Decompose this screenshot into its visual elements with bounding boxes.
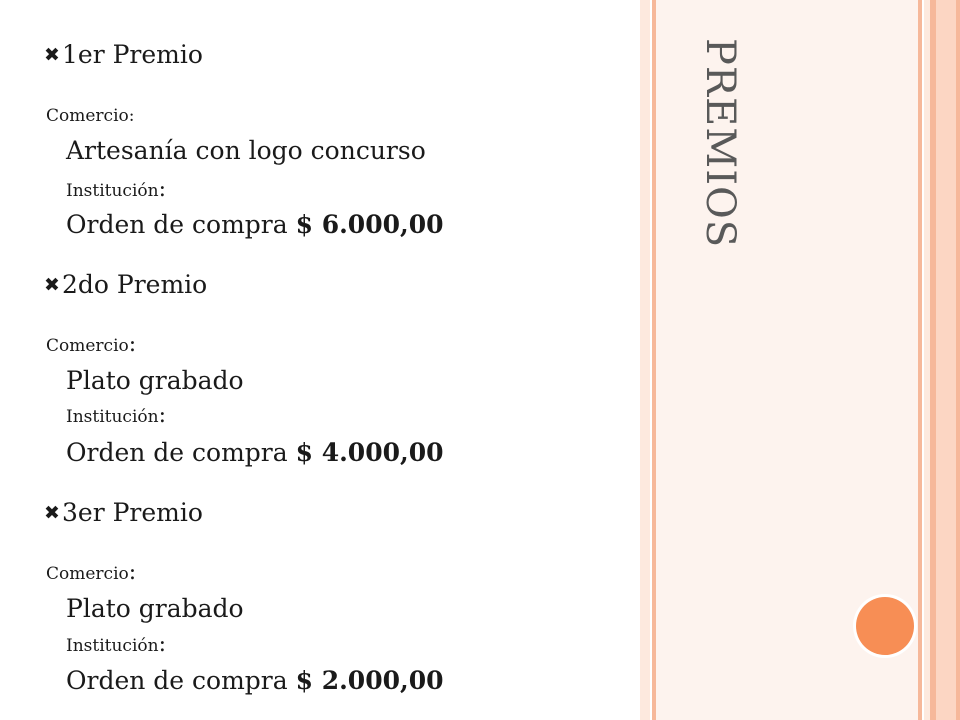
prize-amount: $ 6.000,00: [295, 210, 444, 239]
institution-label-text: Institución: [66, 181, 159, 201]
commerce-value-3: Plato grabado: [66, 594, 244, 623]
institution-label-2: [66, 403, 166, 428]
institution-label-3: [66, 632, 166, 657]
x-mark-icon: ✖: [44, 274, 60, 296]
decor-band: [640, 0, 650, 720]
commerce-label-text: Comercio: [46, 106, 129, 126]
institution-value-1: [66, 210, 444, 239]
institution-value-3: [66, 666, 444, 695]
commerce-label-2: [46, 332, 136, 357]
slide-title: PREMIOS: [697, 38, 743, 249]
x-mark-icon: ✖: [44, 44, 60, 66]
institution-colon: :: [158, 177, 167, 202]
commerce-colon: :: [128, 106, 135, 126]
institution-colon: :: [158, 632, 167, 657]
prize-heading-2: [44, 270, 207, 299]
prize-heading-1: [44, 40, 203, 69]
decor-band: [956, 0, 960, 720]
commerce-value-2: Plato grabado: [66, 366, 244, 395]
institution-text: Orden de compra: [66, 438, 288, 467]
prize-heading-text: 2do Premio: [62, 270, 208, 299]
commerce-value-1: Artesanía con logo concurso: [66, 136, 426, 165]
commerce-colon: :: [128, 560, 137, 585]
institution-text: Orden de compra: [66, 666, 288, 695]
institution-label-text: Institución: [66, 636, 159, 656]
institution-label-text: Institución: [66, 407, 159, 427]
prize-amount: $ 4.000,00: [295, 438, 444, 467]
institution-label-1: [66, 177, 166, 202]
prize-heading-3: [44, 498, 203, 527]
x-mark-icon: ✖: [44, 502, 60, 524]
commerce-label-text: Comercio: [46, 336, 129, 356]
decor-band: [918, 0, 922, 720]
prize-heading-text: 1er Premio: [62, 40, 203, 69]
commerce-label-3: [46, 560, 136, 585]
commerce-label-text: Comercio: [46, 564, 129, 584]
commerce-colon: :: [128, 332, 137, 357]
prize-amount: $ 2.000,00: [295, 666, 444, 695]
commerce-label-1: [46, 106, 134, 126]
institution-value-2: [66, 438, 444, 467]
institution-colon: :: [158, 403, 167, 428]
institution-text: Orden de compra: [66, 210, 288, 239]
decor-circle: [856, 597, 914, 655]
prize-heading-text: 3er Premio: [62, 498, 203, 527]
